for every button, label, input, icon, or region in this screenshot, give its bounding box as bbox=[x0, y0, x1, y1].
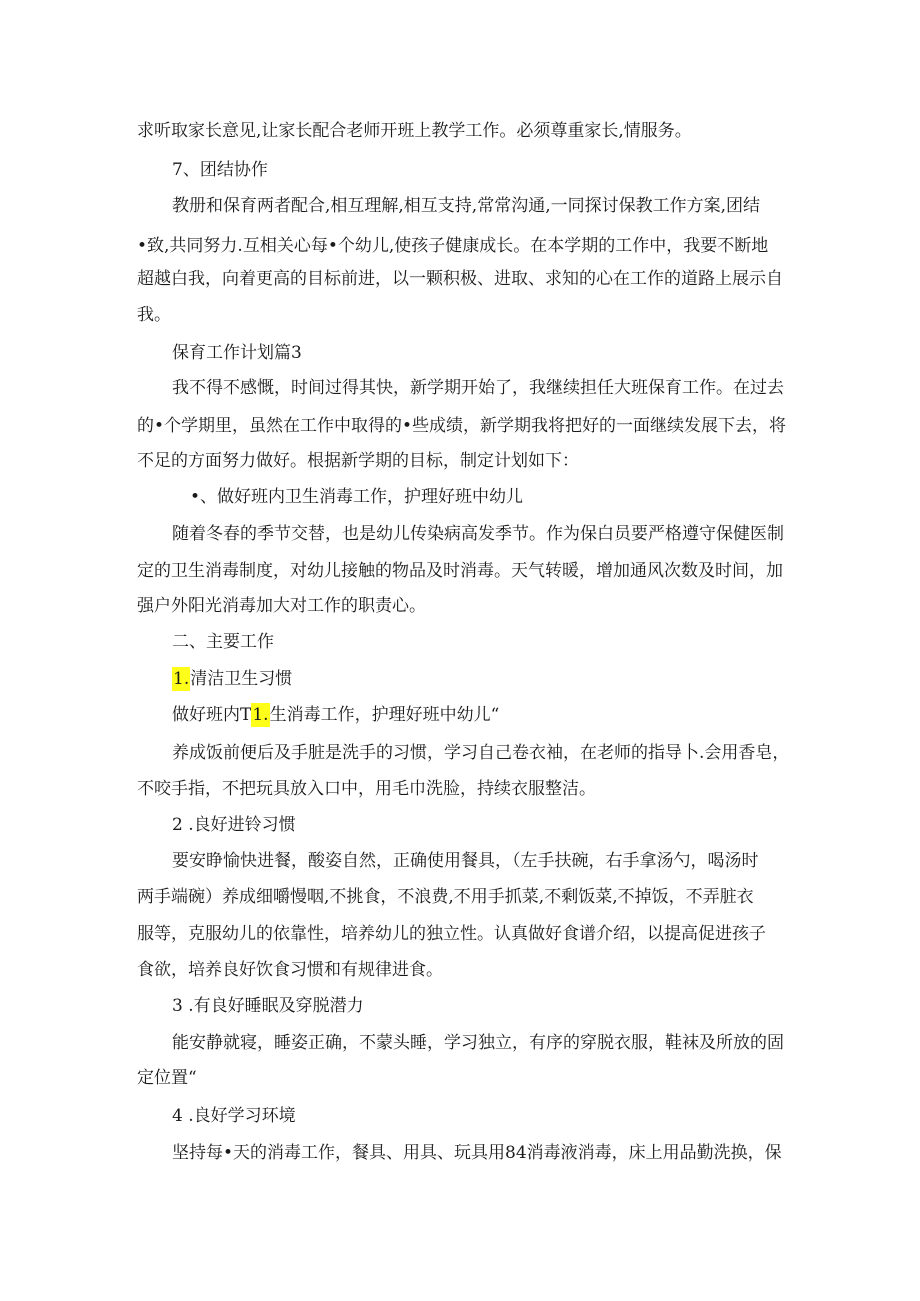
subsection-heading: 4 .良好学习环境 bbox=[172, 1106, 296, 1126]
section-title: 保育工作计划篇3 bbox=[172, 343, 302, 363]
line-prefix: 做好班内T bbox=[172, 705, 252, 725]
text-line: 定位置“ bbox=[137, 1068, 197, 1088]
text-line: 食欲，培养良好饮食习惯和有规律进食。 bbox=[137, 960, 443, 980]
text-line: 我。 bbox=[137, 305, 171, 325]
section-heading: •、做好班内卫生消毒工作，护理好班中幼儿 bbox=[190, 487, 524, 507]
text-line: •致,共同努力.互相关心每•个幼儿,使孩子健康成长。在本学期的工作中，我要不断地 bbox=[137, 236, 769, 256]
text-line: 能安静就寝，睡姿正确，不蒙头睡，学习独立，有序的穿脱衣服，鞋袜及所放的固 bbox=[172, 1033, 784, 1053]
text-line: 求听取家长意见,让家长配合老师开班上教学工作。必须尊重家长,情服务。 bbox=[137, 121, 692, 141]
text-line: 的•个学期里，虽然在工作中取得的•些成绩，新学期我将把好的一面继续发展下去，将 bbox=[137, 416, 787, 436]
text-line: 我不得不感慨，时间过得其快，新学期开始了，我继续担任大班保育工作。在过去 bbox=[172, 378, 784, 398]
section-heading: 二、主要工作 bbox=[172, 632, 274, 652]
text-line: 两手端碗）养成细嚼慢咽,不挑食，不浪费,不用手抓菜,不剩饭菜,不掉饭，不弄脏衣 bbox=[137, 887, 754, 907]
section-heading: 7、团结协作 bbox=[172, 160, 268, 180]
text-line: 定的卫生消毒制度，对幼儿接触的物品及时消毒。天气转暖，增加通风次数及时间，加 bbox=[137, 561, 783, 581]
text-line: 要安睁愉快进餐，酸姿自然，正确使用餐具，（左手扶碗，右手拿汤勺，喝汤时 bbox=[172, 851, 759, 871]
highlight-marker: 1. bbox=[252, 705, 269, 725]
text-line: 养成饭前便后及手脏是洗手的习惯，学习自己卷衣袖，在老师的指导卜.会用香皂， bbox=[172, 743, 790, 763]
text-line: 服等，克服幼儿的依靠性，培养幼儿的独立性。认真做好食谱介绍，以提高促进孩子 bbox=[137, 924, 766, 944]
subsection-heading: 2 .良好进铃习惯 bbox=[172, 815, 296, 835]
text-line bbox=[172, 705, 822, 725]
text-line: 随着冬春的季节交替，也是幼儿传染病高发季节。作为保白员要严格遵守保健医制 bbox=[172, 524, 784, 544]
text-line: 超越白我，向着更高的目标前进，以一颗积极、进取、求知的心在工作的道路上展示自 bbox=[137, 269, 783, 289]
subsection-heading bbox=[172, 669, 822, 689]
subsection-heading: 3 .有良好睡眠及穿脱潜力 bbox=[172, 996, 364, 1016]
subsection-heading-text: 清洁卫生习惯 bbox=[190, 669, 293, 689]
text-line: 不足的方面努力做好。根据新学期的目标，制定计划如下： bbox=[137, 451, 579, 471]
text-line: 不咬手指，不把玩具放入口中，用毛巾洗脸，持续衣服整洁。 bbox=[137, 779, 596, 799]
text-line: 强户外阳光消毒加大对工作的职责心。 bbox=[137, 596, 426, 616]
text-line: 坚持每•天的消毒工作，餐具、用具、玩具用84消毒液消毒，床上用品勤洗换，保 bbox=[172, 1143, 782, 1163]
line-suffix: 生消毒工作，护理好班中幼儿“ bbox=[269, 705, 500, 725]
text-line: 教册和保育两者配合,相互理解,相互支持,常常沟通,一同探讨保教工作方案,团结 bbox=[172, 196, 761, 216]
highlight-marker: 1. bbox=[173, 669, 190, 689]
